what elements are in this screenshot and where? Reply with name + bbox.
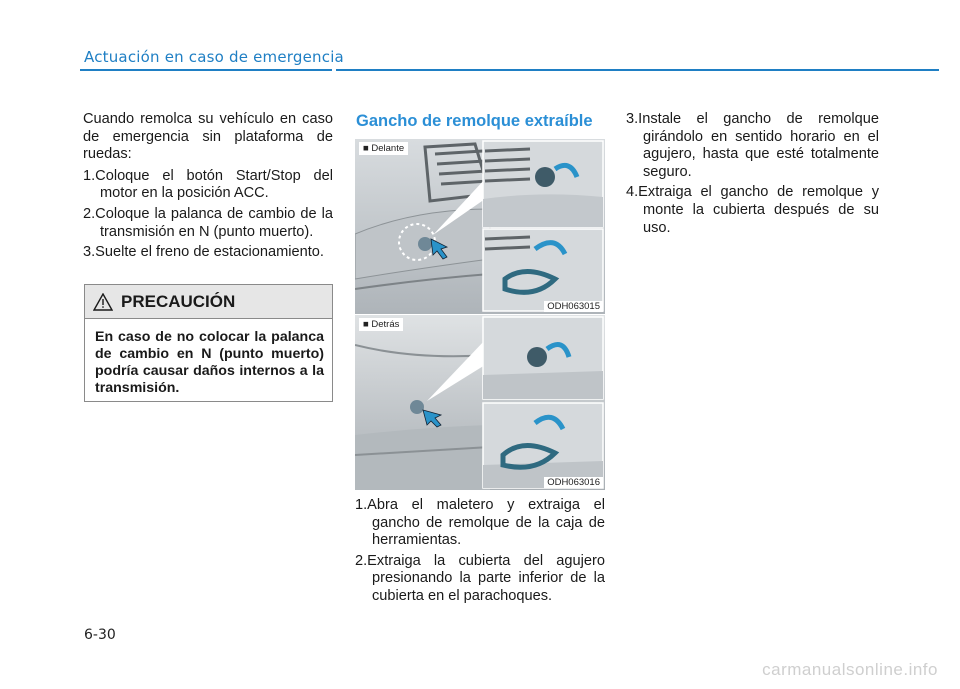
caution-header [85, 285, 332, 319]
step-4b: 4.Extraiga el gancho de remolque y monte la cubierta después de su uso. [626, 184, 879, 236]
figure-rear [355, 315, 605, 490]
caution-body: En caso de no colocar la palanca de cambio en N (punto muerto) podría causar daños internos a la transmisión. [95, 329, 324, 396]
figure-front-label: ■ Delante [359, 142, 408, 155]
section-title: Gancho de remolque extraíble [356, 112, 593, 130]
step-3: 3.Suelte el freno de estacionamiento. [83, 244, 324, 261]
step-3b: 3.Instale el gancho de remolque girándolo en sentido horario en el agujero, hasta que esté totalmente seguro. [626, 111, 879, 180]
watermark: carmanualsonline.info [762, 660, 938, 679]
column-3 [626, 111, 879, 240]
caution-title: PRECAUCIÓN [121, 291, 236, 311]
step-2: 2.Coloque la palanca de cambio de la transmisión en N (punto muerto). [83, 205, 333, 240]
figure-rear-label: ■ Detrás [359, 318, 403, 331]
intro-paragraph: Cuando remolca su vehículo en caso de emergencia sin plataforma de ruedas: [83, 111, 333, 163]
figure-front-code: ODH063015 [544, 301, 603, 312]
step-1b: 1.Abra el maletero y extraiga el gancho de remolque de la caja de herramientas. [355, 497, 605, 549]
figure-front [355, 139, 605, 314]
step-1: 1.Coloque el botón Start/Stop del motor en la posición ACC. [83, 167, 333, 202]
caution-box [84, 284, 333, 402]
column-2-steps [355, 497, 605, 609]
section-header-title: Actuación en caso de emergencia [84, 48, 344, 66]
column-1 [83, 111, 333, 265]
rear-bumper-illustration [355, 315, 605, 490]
front-bumper-illustration [355, 139, 605, 314]
header-rule-left [80, 69, 332, 71]
warning-icon [93, 293, 113, 311]
figure-rear-code: ODH063016 [544, 477, 603, 488]
step-2b: 2.Extraiga la cubierta del agujero presionando la parte inferior de la cubierta en el parachoques. [355, 552, 605, 604]
header-rule [336, 69, 939, 71]
page-number: 6-30 [84, 627, 116, 643]
